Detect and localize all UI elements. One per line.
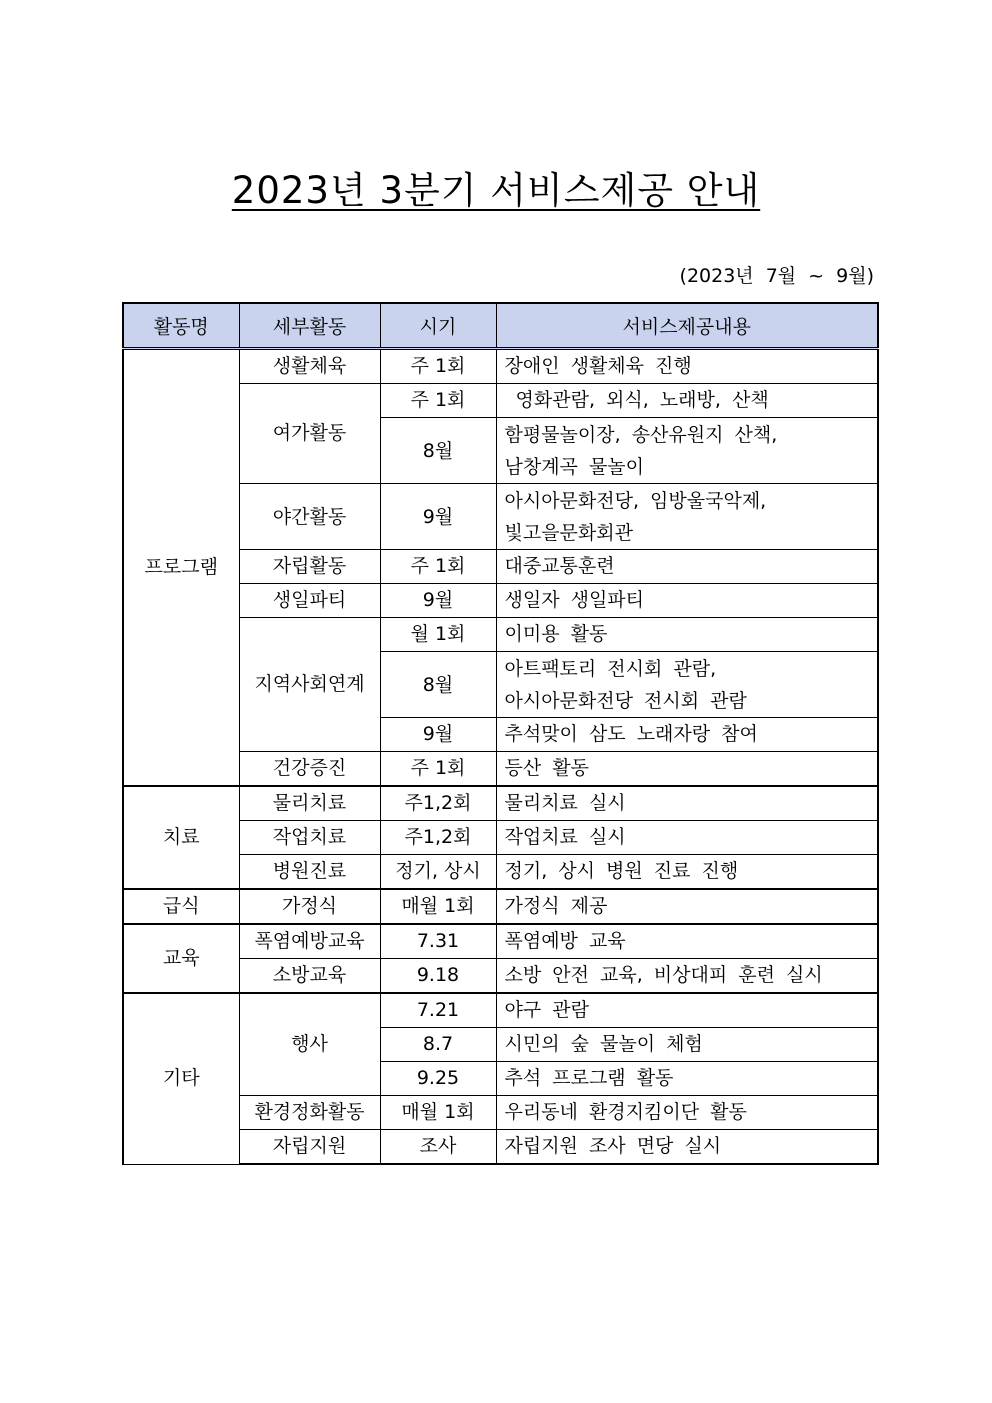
- content-cell: 정기, 상시 병원 진료 진행: [496, 855, 878, 890]
- period-label: (2023년 7월 ~ 9월): [679, 265, 874, 287]
- detail-cell: 야간활동: [239, 484, 380, 550]
- content-cell: 야구 관람: [496, 993, 878, 1028]
- detail-cell: 여가활동: [239, 384, 380, 484]
- detail-cell: 자립지원: [239, 1130, 380, 1165]
- content-line: 빛고을문화회관: [504, 521, 633, 544]
- time-cell: 9.25: [380, 1062, 496, 1096]
- time-cell: 9월: [380, 718, 496, 752]
- category-cell: 교육: [123, 924, 239, 993]
- time-cell: 9월: [380, 484, 496, 550]
- content-line: 아시아문화전당 전시회 관람: [504, 689, 747, 712]
- content-cell: [496, 652, 878, 718]
- content-cell: 우리동네 환경지킴이단 활동: [496, 1096, 878, 1130]
- detail-cell: 지역사회연계: [239, 618, 380, 752]
- content-line: 아시아문화전당, 임방울국악제,: [504, 489, 767, 512]
- detail-cell: 행사: [239, 993, 380, 1096]
- table-row: [123, 786, 878, 821]
- detail-cell: 작업치료: [239, 821, 380, 855]
- time-cell: 8월: [380, 652, 496, 718]
- time-cell: 7.31: [380, 924, 496, 959]
- content-cell: 대중교통훈련: [496, 550, 878, 584]
- time-cell: 8.7: [380, 1028, 496, 1062]
- detail-cell: 소방교육: [239, 959, 380, 994]
- content-cell: 이미용 활동: [496, 618, 878, 652]
- time-cell: 주 1회: [380, 349, 496, 384]
- content-cell: 추석 프로그램 활동: [496, 1062, 878, 1096]
- detail-cell: 건강증진: [239, 752, 380, 787]
- table-row: [123, 993, 878, 1028]
- service-table: [122, 302, 879, 1165]
- table-row: [123, 889, 878, 924]
- time-cell: 주1,2회: [380, 821, 496, 855]
- content-cell: 작업치료 실시: [496, 821, 878, 855]
- detail-cell: 가정식: [239, 889, 380, 924]
- header-activity: 활동명: [123, 303, 239, 349]
- document-title: [0, 160, 992, 214]
- time-cell: 매월 1회: [380, 1096, 496, 1130]
- table-row: [123, 349, 878, 384]
- detail-cell: 폭염예방교육: [239, 924, 380, 959]
- detail-cell: 생활체육: [239, 349, 380, 384]
- table-row: [123, 924, 878, 959]
- title-text: 2023년 3분기 서비스제공 안내: [231, 169, 761, 212]
- content-cell: 장애인 생활체육 진행: [496, 349, 878, 384]
- time-cell: 주 1회: [380, 384, 496, 418]
- detail-cell: 자립활동: [239, 550, 380, 584]
- detail-cell: 물리치료: [239, 786, 380, 821]
- content-line: 아트팩토리 전시회 관람,: [504, 657, 717, 680]
- time-cell: 9월: [380, 584, 496, 618]
- content-cell: 영화관람, 외식, 노래방, 산책: [496, 384, 878, 418]
- time-cell: 주 1회: [380, 550, 496, 584]
- header-time: 시기: [380, 303, 496, 349]
- content-cell: 생일자 생일파티: [496, 584, 878, 618]
- detail-cell: 생일파티: [239, 584, 380, 618]
- time-cell: 주 1회: [380, 752, 496, 787]
- content-cell: 시민의 숲 물놀이 체험: [496, 1028, 878, 1062]
- time-cell: 7.21: [380, 993, 496, 1028]
- content-cell: 등산 활동: [496, 752, 878, 787]
- detail-cell: 병원진료: [239, 855, 380, 890]
- content-line: 남창계곡 물놀이: [504, 455, 645, 478]
- time-cell: 매월 1회: [380, 889, 496, 924]
- header-detail: 세부활동: [239, 303, 380, 349]
- header-content: 서비스제공내용: [496, 303, 878, 349]
- content-cell: 물리치료 실시: [496, 786, 878, 821]
- category-cell: 치료: [123, 786, 239, 889]
- time-cell: 조사: [380, 1130, 496, 1165]
- content-line: 함평물놀이장, 송산유원지 산책,: [504, 423, 778, 446]
- content-cell: 자립지원 조사 면당 실시: [496, 1130, 878, 1165]
- header-row: [123, 303, 878, 349]
- content-cell: 폭염예방 교육: [496, 924, 878, 959]
- time-cell: 주1,2회: [380, 786, 496, 821]
- content-cell: 소방 안전 교육, 비상대피 훈련 실시: [496, 959, 878, 994]
- category-cell: 급식: [123, 889, 239, 924]
- time-cell: 정기, 상시: [380, 855, 496, 890]
- time-cell: 월 1회: [380, 618, 496, 652]
- category-cell: 프로그램: [123, 349, 239, 787]
- content-cell: 가정식 제공: [496, 889, 878, 924]
- detail-cell: 환경정화활동: [239, 1096, 380, 1130]
- category-cell: 기타: [123, 993, 239, 1164]
- content-cell: 추석맞이 삼도 노래자랑 참여: [496, 718, 878, 752]
- content-cell: [496, 484, 878, 550]
- time-cell: 8월: [380, 418, 496, 484]
- time-cell: 9.18: [380, 959, 496, 994]
- content-cell: [496, 418, 878, 484]
